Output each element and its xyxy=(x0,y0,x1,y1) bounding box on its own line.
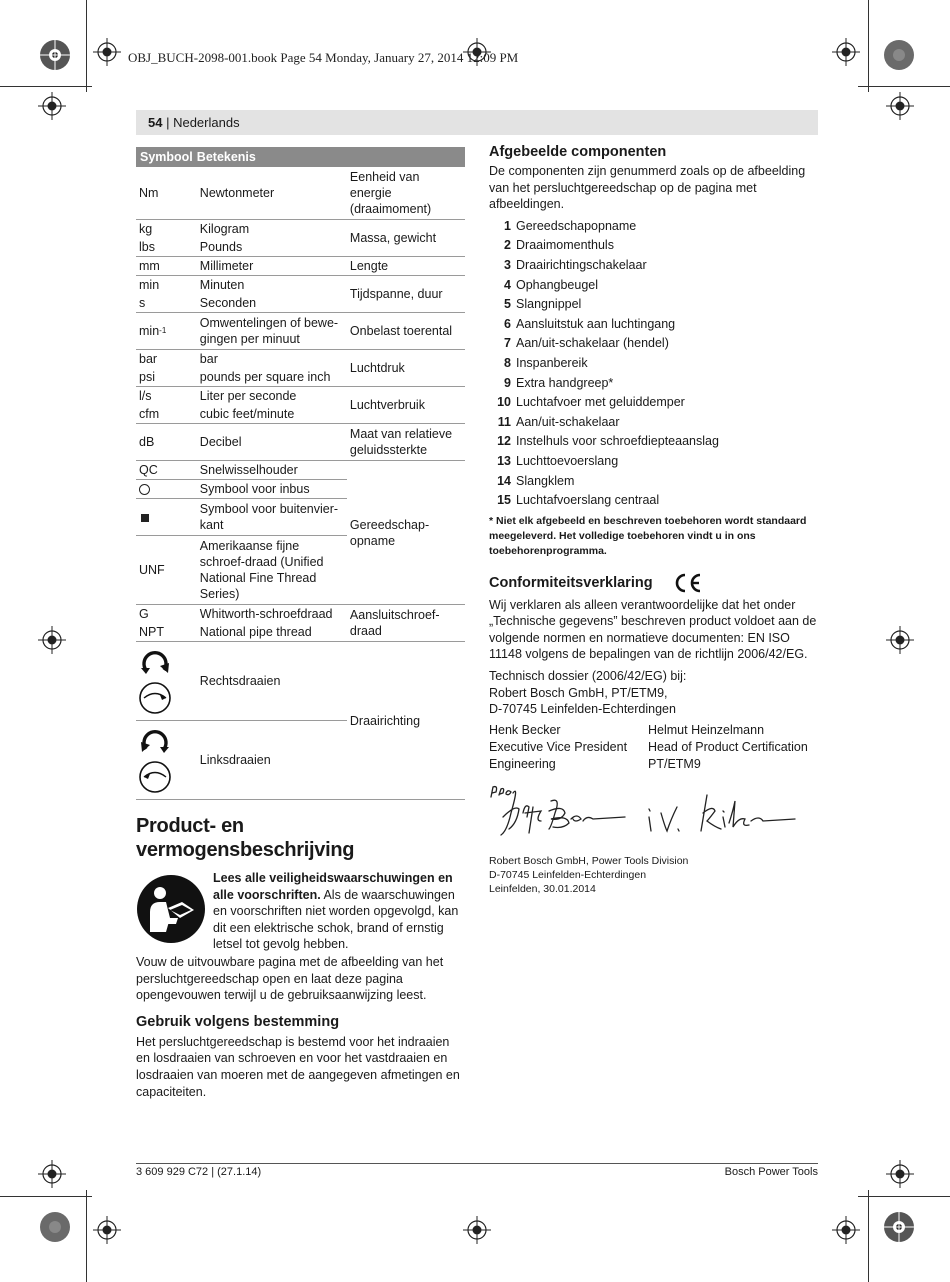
item-number: 8 xyxy=(504,355,511,370)
item-label: Inspanbereik xyxy=(516,355,588,370)
signatory-name: Helmut Heinzelmann xyxy=(648,722,765,737)
item-number: 15 xyxy=(497,493,511,508)
list-item xyxy=(489,217,819,237)
meaning-cell: Onbelast toerental xyxy=(347,313,465,350)
crop-mark xyxy=(0,1196,92,1197)
list-item xyxy=(489,472,819,492)
symbol-cell: NPT xyxy=(136,623,197,642)
fold-instruction: Vouw de uitvouwbare pagina met de afbeelding van het persluchtgereedschap open en laat deze pagina opengevouwen terwijl u de gebruiksaanwijzing leest. xyxy=(136,955,444,1003)
definition-cell: Liter per seconde xyxy=(199,389,297,403)
col-symbol-header: Symbool xyxy=(136,147,197,167)
usage-title: Gebruik volgens bestemming xyxy=(136,1013,340,1030)
table-row xyxy=(136,605,465,624)
crosshair-icon xyxy=(38,626,66,654)
definition-cell: Rechtsdraaien xyxy=(197,642,347,721)
item-label: Aansluitstuk aan luchtingang xyxy=(516,316,676,331)
item-number: 1 xyxy=(504,218,511,233)
meaning-cell: Draairichting xyxy=(347,642,465,800)
item-number: 9 xyxy=(504,375,511,390)
meaning-cell: Eenheid van energie (draaimoment) xyxy=(347,167,465,220)
symbol-cell: UNF xyxy=(136,536,197,605)
definition-cell: bar xyxy=(199,352,218,366)
item-number: 7 xyxy=(504,336,511,351)
list-item xyxy=(489,236,819,256)
crop-mark xyxy=(868,0,869,92)
crosshair-icon xyxy=(463,1216,491,1244)
definition-cell: Amerikaanse fijne schroef-draad (Unified National Fine Thread Series) xyxy=(197,536,347,605)
list-item xyxy=(489,256,819,276)
meaning-cell: Maat van relatieve geluidssterkte xyxy=(347,424,465,461)
list-item xyxy=(489,432,819,452)
place-date-line: Leinfelden, 30.01.2014 xyxy=(489,882,596,895)
signatory-title: Executive Vice President xyxy=(489,739,628,754)
conformity-title: Conformiteitsverklaring xyxy=(489,574,653,591)
table-row xyxy=(136,313,465,350)
item-number: 12 xyxy=(497,434,511,449)
dossier-line: Robert Bosch GmbH, PT/ETM9, xyxy=(489,685,668,700)
definition-cell: Kilogram xyxy=(199,222,250,236)
meaning-cell: Tijdspanne, duur xyxy=(347,276,465,313)
symbol-cell: kg xyxy=(139,222,153,236)
meaning-cell: Luchtverbruik xyxy=(347,387,465,424)
clockwise-rotation-icon xyxy=(138,646,172,716)
ce-mark-icon xyxy=(673,573,703,593)
components-list xyxy=(489,217,819,511)
registration-target-icon xyxy=(882,38,916,72)
page-header xyxy=(136,110,818,135)
definition-cell: cubic feet/minute xyxy=(197,405,347,424)
list-item xyxy=(489,393,819,413)
meaning-cell: Aansluitschroef-draad xyxy=(347,605,465,642)
crop-mark xyxy=(0,86,92,87)
header-language: Nederlands xyxy=(173,115,240,130)
symbol-cell: bar xyxy=(139,352,158,366)
list-item xyxy=(489,334,819,354)
signatory-title: Head of Product Certification xyxy=(648,739,808,754)
crop-mark xyxy=(868,1190,869,1282)
item-label: Extra handgreep* xyxy=(516,375,614,390)
table-row xyxy=(136,387,465,406)
counterclockwise-rotation-icon xyxy=(138,725,172,795)
symbol-cell: mm xyxy=(136,257,197,276)
table-row xyxy=(136,276,465,295)
item-label: Draairichtingschakelaar xyxy=(516,257,647,272)
list-item xyxy=(489,374,819,394)
table-row xyxy=(136,642,465,721)
item-label: Instelhuls voor schroefdiepteaanslag xyxy=(516,434,719,449)
crosshair-icon xyxy=(38,1160,66,1188)
square-drive-symbol-icon xyxy=(141,514,149,522)
signatory-name: Henk Becker xyxy=(489,722,561,737)
footer-rule xyxy=(136,1163,818,1164)
company-line: Robert Bosch GmbH, Power Tools Division xyxy=(489,854,689,867)
meaning-cell: Luchtdruk xyxy=(347,350,465,387)
item-number: 10 xyxy=(497,395,511,410)
list-item xyxy=(489,354,819,374)
list-item xyxy=(489,276,819,296)
crosshair-icon xyxy=(832,1216,860,1244)
symbol-cell xyxy=(136,313,197,350)
item-label: Aan/uit-schakelaar xyxy=(516,414,620,429)
item-label: Aan/uit-schakelaar (hendel) xyxy=(516,336,669,351)
item-number: 14 xyxy=(497,473,511,488)
footer-brand: Bosch Power Tools xyxy=(724,1166,818,1178)
meaning-cell: Lengte xyxy=(347,257,465,276)
safety-warning xyxy=(136,870,465,956)
footer-doc-number: 3 609 929 C72 | (27.1.14) xyxy=(136,1166,262,1178)
symbol-cell: s xyxy=(136,294,197,313)
meaning-cell: Massa, gewicht xyxy=(347,220,465,257)
symbol-cell xyxy=(136,499,197,536)
symbol-cell xyxy=(136,721,197,800)
symbol-cell xyxy=(136,480,197,499)
table-row xyxy=(136,220,465,239)
read-manual-icon xyxy=(136,874,206,944)
definition-cell: Linksdraaien xyxy=(197,721,347,800)
definition-cell: Seconden xyxy=(197,294,347,313)
list-item xyxy=(489,295,819,315)
symbol-cell: QC xyxy=(136,461,197,480)
header-separator: | xyxy=(162,115,174,130)
components-title: Afgebeelde componenten xyxy=(489,144,667,160)
definition-cell: Decibel xyxy=(197,424,347,461)
warning-body: Als de waarschuwingen en voorschriften niet worden opgevolgd, kan dit een elektrische schok, brand of ernstig letsel tot gevolg hebben. xyxy=(213,887,459,952)
item-label: Slangnippel xyxy=(516,297,582,312)
item-number: 13 xyxy=(497,453,511,468)
print-info-line: OBJ_BUCH-2098-001.book Page 54 Monday, January 27, 2014 12:09 PM xyxy=(128,50,519,65)
list-item xyxy=(489,315,819,335)
symbol-text: min xyxy=(139,324,160,338)
definition-cell: pounds per square inch xyxy=(197,368,347,387)
symbol-table xyxy=(136,147,465,800)
definition-cell: National pipe thread xyxy=(197,623,347,642)
table-row xyxy=(136,257,465,276)
item-label: Luchtafvoer met geluiddemper xyxy=(516,395,685,410)
right-column xyxy=(489,144,819,896)
components-intro: De componenten zijn genummerd zoals op de afbeelding van het persluchtgereedschap op de pagina met afbeeldingen. xyxy=(489,164,806,212)
symbol-cell: min xyxy=(139,278,160,292)
warning-bold: Lees alle veiligheidswaarschuwingen en alle voorschriften. xyxy=(213,871,453,902)
definition-cell: Millimeter xyxy=(197,257,347,276)
symbol-cell: Nm xyxy=(136,167,197,220)
dossier-line: Technisch dossier (2006/42/EG) bij: xyxy=(489,669,687,684)
definition-cell: Pounds xyxy=(197,238,347,257)
registration-target-icon xyxy=(38,38,72,72)
item-label: Luchttoevoerslang xyxy=(516,453,619,468)
item-label: Luchtafvoerslang centraal xyxy=(516,493,660,508)
item-label: Ophangbeugel xyxy=(516,277,599,292)
definition-cell: Omwentelingen of bewe-gingen per minuut xyxy=(197,313,347,350)
symbol-cell: cfm xyxy=(136,405,197,424)
superscript: -1 xyxy=(159,326,167,335)
page-number: 54 xyxy=(148,115,163,130)
signatory-title: PT/ETM9 xyxy=(648,756,701,771)
signatory-1 xyxy=(489,722,648,773)
crop-mark xyxy=(86,0,87,92)
meaning-cell: Gereedschap-opname xyxy=(347,461,465,605)
item-label: Draaimomenthuls xyxy=(516,238,614,253)
registration-target-icon xyxy=(882,1210,916,1244)
table-row xyxy=(136,461,465,480)
table-row xyxy=(136,424,465,461)
signatory-title: Engineering xyxy=(489,756,556,771)
symbol-cell: dB xyxy=(136,424,197,461)
signatory-2 xyxy=(648,722,808,773)
symbol-cell: psi xyxy=(136,368,197,387)
address-line: D-70745 Leinfelden-Echterdingen xyxy=(489,868,647,881)
crosshair-icon xyxy=(886,626,914,654)
crosshair-icon xyxy=(93,1216,121,1244)
hex-socket-symbol-icon xyxy=(139,484,150,495)
item-number: 11 xyxy=(497,414,511,429)
dossier-line: D-70745 Leinfelden-Echterdingen xyxy=(489,702,676,717)
col-meaning-header: Betekenis xyxy=(197,147,465,167)
crop-mark xyxy=(858,1196,950,1197)
symbol-cell xyxy=(136,642,197,721)
usage-text: Het persluchtgereedschap is bestemd voor het indraaien en losdraaien van schroeven en voor het vastdraaien en losdraaien van moeren met de aangegeven afmetingen en capaciteiten. xyxy=(136,1034,460,1099)
symbol-cell: lbs xyxy=(136,238,197,257)
symbol-cell: G xyxy=(139,607,149,621)
item-number: 4 xyxy=(504,277,511,292)
warning-paragraph xyxy=(213,870,465,953)
item-label: Slangklem xyxy=(516,473,575,488)
crop-mark xyxy=(86,1190,87,1282)
definition-cell: Snelwisselhouder xyxy=(197,461,347,480)
conformity-heading xyxy=(489,573,819,593)
item-number: 6 xyxy=(504,316,511,331)
item-number: 2 xyxy=(504,238,511,253)
item-label: Gereedschapopname xyxy=(516,218,637,233)
definition-cell: Whitworth-schroefdraad xyxy=(199,607,333,621)
symbol-cell: l/s xyxy=(139,389,152,403)
list-item xyxy=(489,452,819,472)
crosshair-icon xyxy=(832,38,860,66)
crosshair-icon xyxy=(93,38,121,66)
crosshair-icon xyxy=(886,92,914,120)
item-number: 5 xyxy=(504,297,511,312)
crosshair-icon xyxy=(886,1160,914,1188)
list-item xyxy=(489,413,819,433)
registration-target-icon xyxy=(38,1210,72,1244)
list-item xyxy=(489,491,819,511)
definition-cell: Symbool voor inbus xyxy=(197,480,347,499)
definition-cell: Symbool voor buitenvier-kant xyxy=(197,499,347,536)
crop-mark xyxy=(858,86,950,87)
left-column xyxy=(136,147,465,1100)
table-row xyxy=(136,350,465,369)
conformity-text: Wij verklaren als alleen verantwoordelijke dat het onder „Technische gegevens” beschreven product voldoet aan de volgende normen en normatieve documenten: EN ISO 11148 volgens de bepalingen van de richtlijn 2006/42/EG. xyxy=(489,597,817,662)
definition-cell: Newtonmeter xyxy=(197,167,347,220)
crosshair-icon xyxy=(38,92,66,120)
handwritten-signatures xyxy=(489,783,809,845)
item-number: 3 xyxy=(504,257,511,272)
section-title: Product- en vermogensbeschrijving xyxy=(136,815,355,861)
table-row xyxy=(136,167,465,220)
definition-cell: Minuten xyxy=(199,278,245,292)
components-footnote: * Niet elk afgebeeld en beschreven toebehoren wordt standaard meegeleverd. Het volledige toebehoren vindt u in ons toebehorenprogramma. xyxy=(489,514,807,557)
signatories xyxy=(489,722,819,773)
